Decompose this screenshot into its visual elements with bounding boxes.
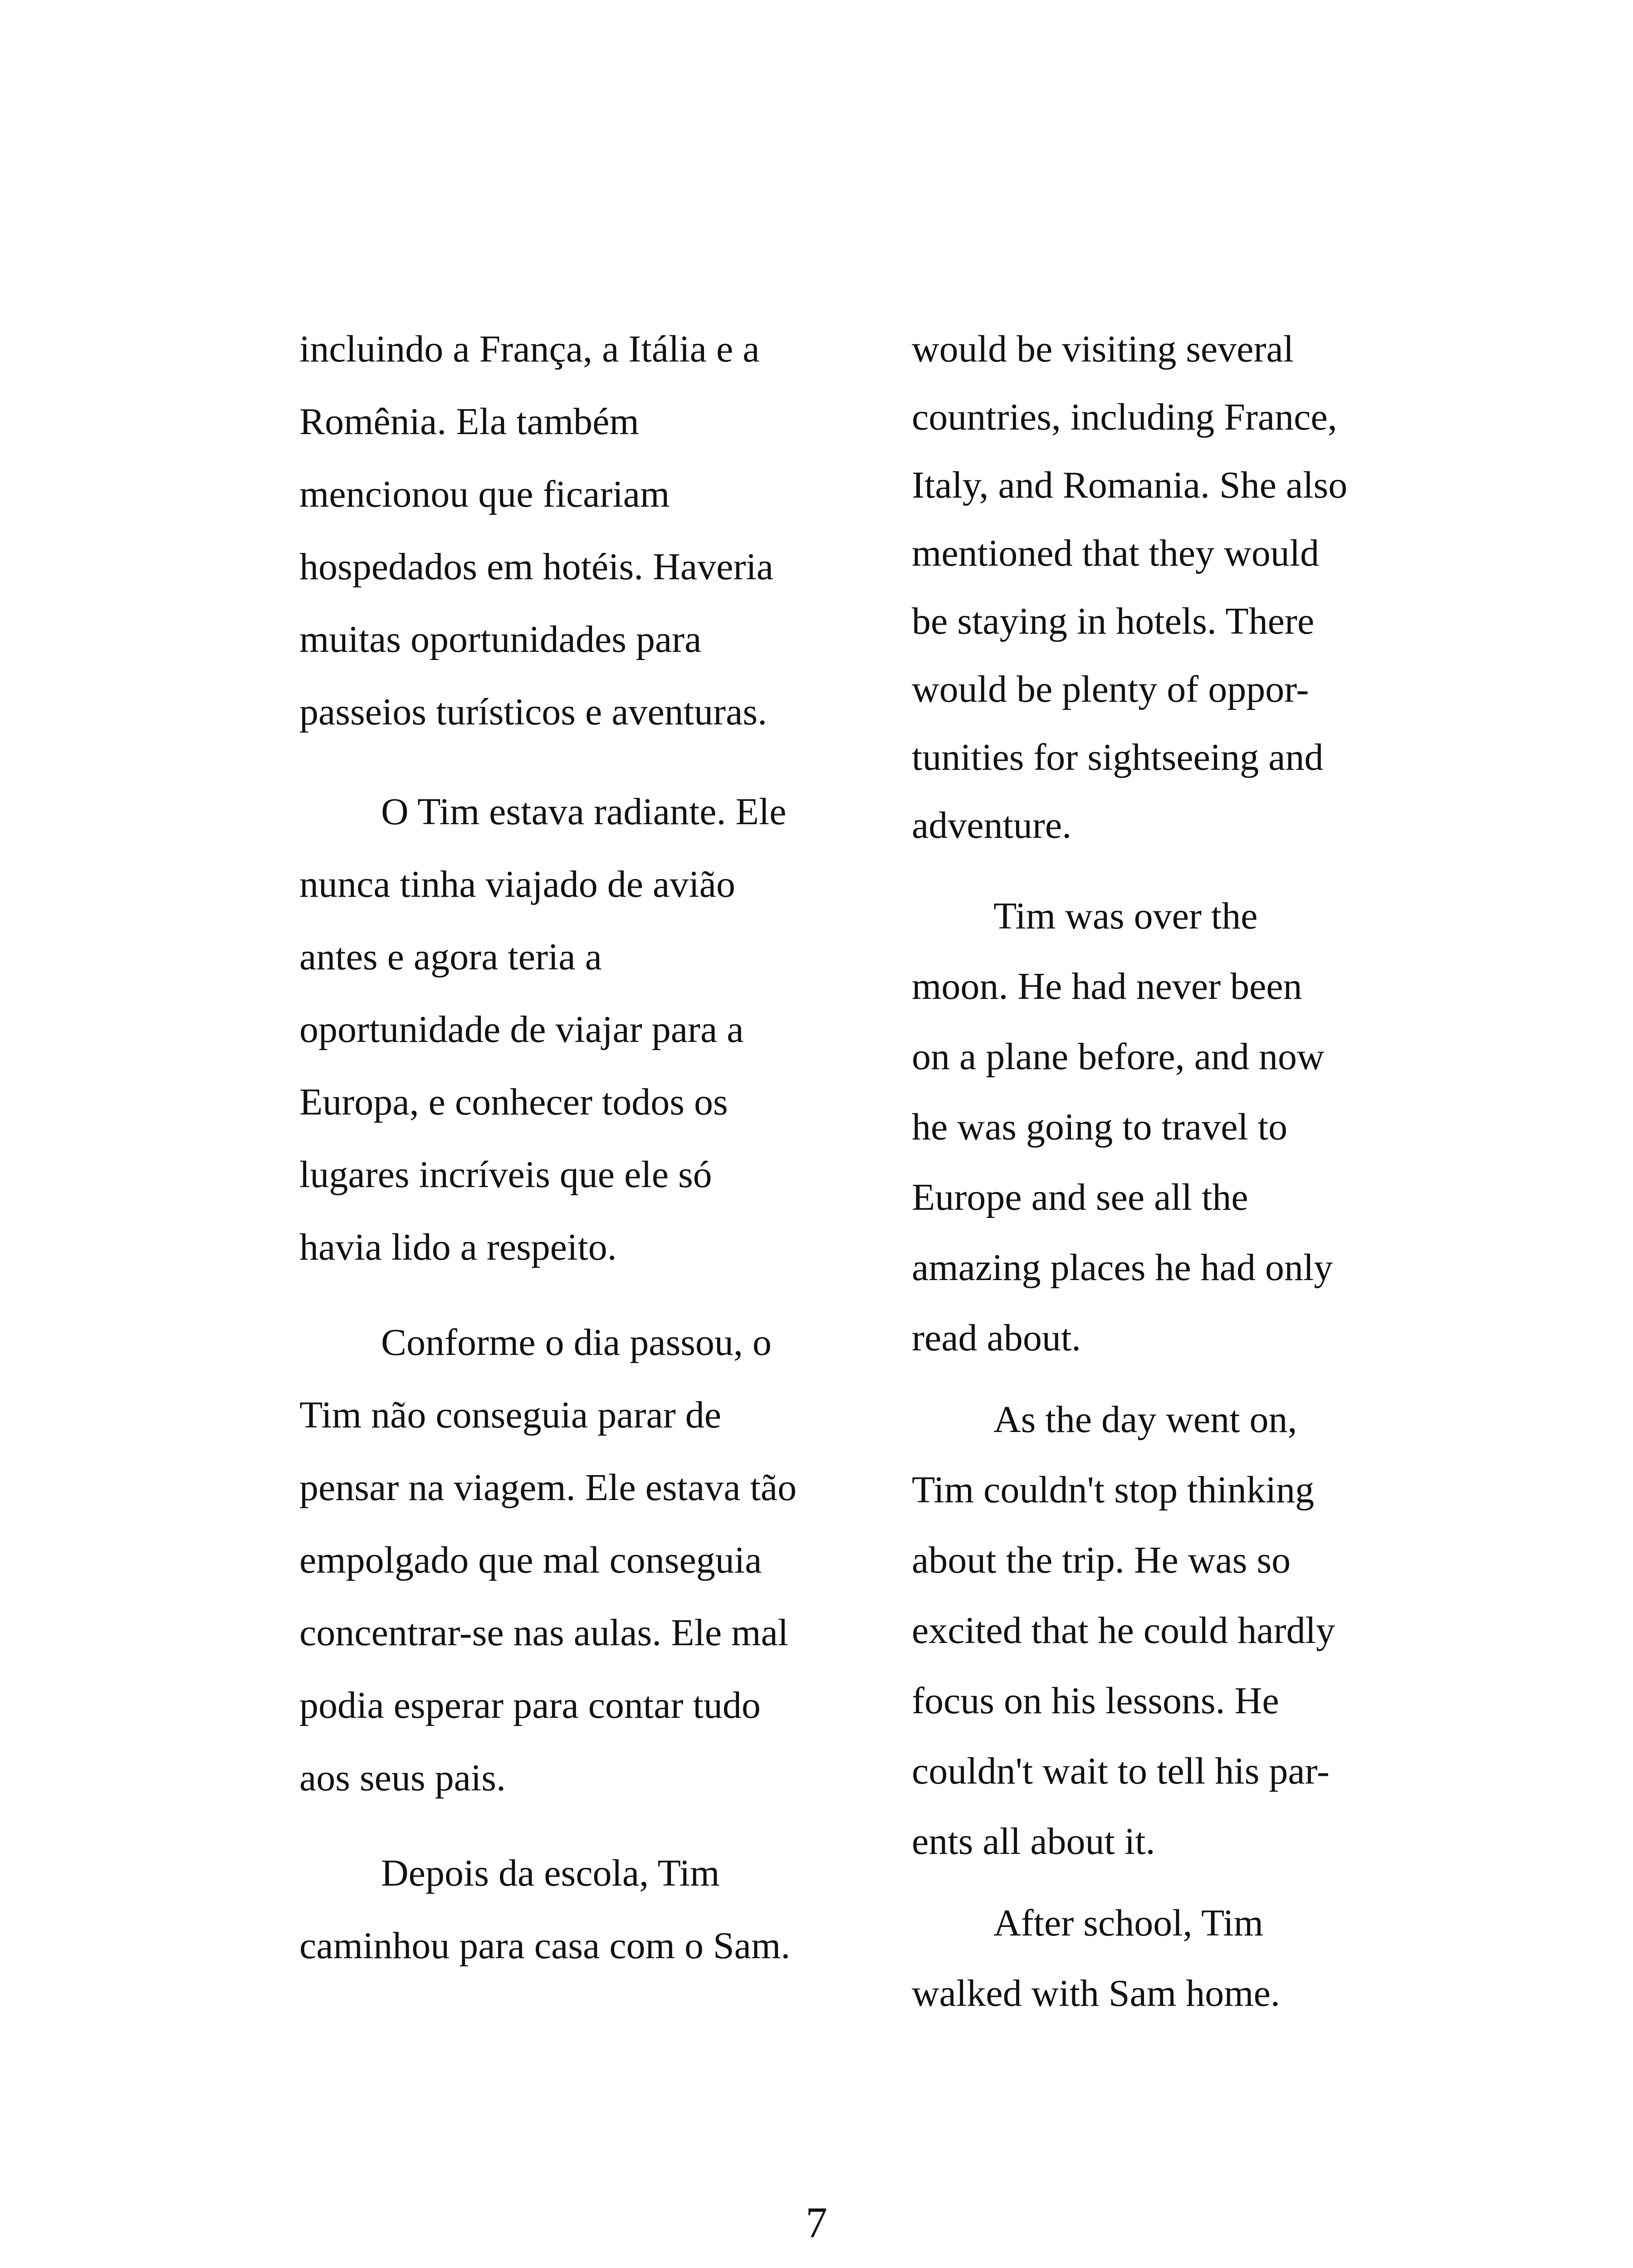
text-line: would be visiting several xyxy=(912,328,1294,370)
paragraph-first-line: Conforme o dia passou, o xyxy=(381,1321,772,1364)
text-line: mencionou que ficariam xyxy=(299,473,670,515)
text-line: would be plenty of oppor- xyxy=(912,668,1309,710)
paragraph-first-line: Tim was over the xyxy=(993,895,1258,937)
text-line: oportunidade de viajar para a xyxy=(299,1008,744,1051)
text-line: countries, including France, xyxy=(912,396,1337,438)
text-line: antes e agora teria a xyxy=(299,936,602,978)
text-line: havia lido a respeito. xyxy=(299,1226,617,1268)
text-line: ents all about it. xyxy=(912,1820,1155,1862)
text-line: moon. He had never been xyxy=(912,965,1302,1007)
text-line: be staying in hotels. There xyxy=(912,600,1315,642)
text-line: Italy, and Romania. She also xyxy=(912,464,1348,506)
text-line: mentioned that they would xyxy=(912,532,1320,574)
text-line: excited that he could hardly xyxy=(912,1609,1335,1652)
text-line: couldn't wait to tell his par- xyxy=(912,1750,1330,1792)
text-line: empolgado que mal conseguia xyxy=(299,1539,762,1581)
text-line: pensar na viagem. Ele estava tão xyxy=(299,1466,797,1509)
text-line: on a plane before, and now xyxy=(912,1036,1325,1078)
page-number: 7 xyxy=(806,2198,827,2247)
text-line: walked with Sam home. xyxy=(912,1972,1280,2014)
text-line: muitas oportunidades para xyxy=(299,618,702,660)
text-line: incluindo a França, a Itália e a xyxy=(299,328,760,370)
text-line: adventure. xyxy=(912,804,1072,846)
text-line: lugares incríveis que ele só xyxy=(299,1154,712,1196)
text-line: Europe and see all the xyxy=(912,1176,1248,1218)
text-line: tunities for sightseeing and xyxy=(912,736,1324,778)
text-line: Romênia. Ela também xyxy=(299,401,639,443)
text-line: podia esperar para contar tudo xyxy=(299,1684,761,1726)
paragraph-first-line: Depois da escola, Tim xyxy=(381,1852,720,1894)
text-line: passeios turísticos e aventuras. xyxy=(299,691,768,733)
text-line: Tim não conseguia parar de xyxy=(299,1394,721,1436)
text-line: amazing places he had only xyxy=(912,1246,1333,1289)
text-line: nunca tinha viajado de avião xyxy=(299,863,735,905)
text-line: concentrar-se nas aulas. Ele mal xyxy=(299,1612,789,1654)
text-line: caminhou para casa com o Sam. xyxy=(299,1925,791,1967)
text-line: he was going to travel to xyxy=(912,1106,1288,1148)
text-line: Tim couldn't stop thinking xyxy=(912,1469,1315,1511)
text-line: focus on his lessons. He xyxy=(912,1680,1279,1722)
text-line: Europa, e conhecer todos os xyxy=(299,1081,728,1123)
text-line: about the trip. He was so xyxy=(912,1539,1291,1581)
paragraph-first-line: After school, Tim xyxy=(993,1902,1264,1944)
paragraph-first-line: O Tim estava radiante. Ele xyxy=(381,791,787,833)
text-line: aos seus pais. xyxy=(299,1757,506,1799)
paragraph-first-line: As the day went on, xyxy=(993,1398,1297,1441)
text-line: read about. xyxy=(912,1317,1081,1359)
text-line: hospedados em hotéis. Haveria xyxy=(299,546,774,588)
